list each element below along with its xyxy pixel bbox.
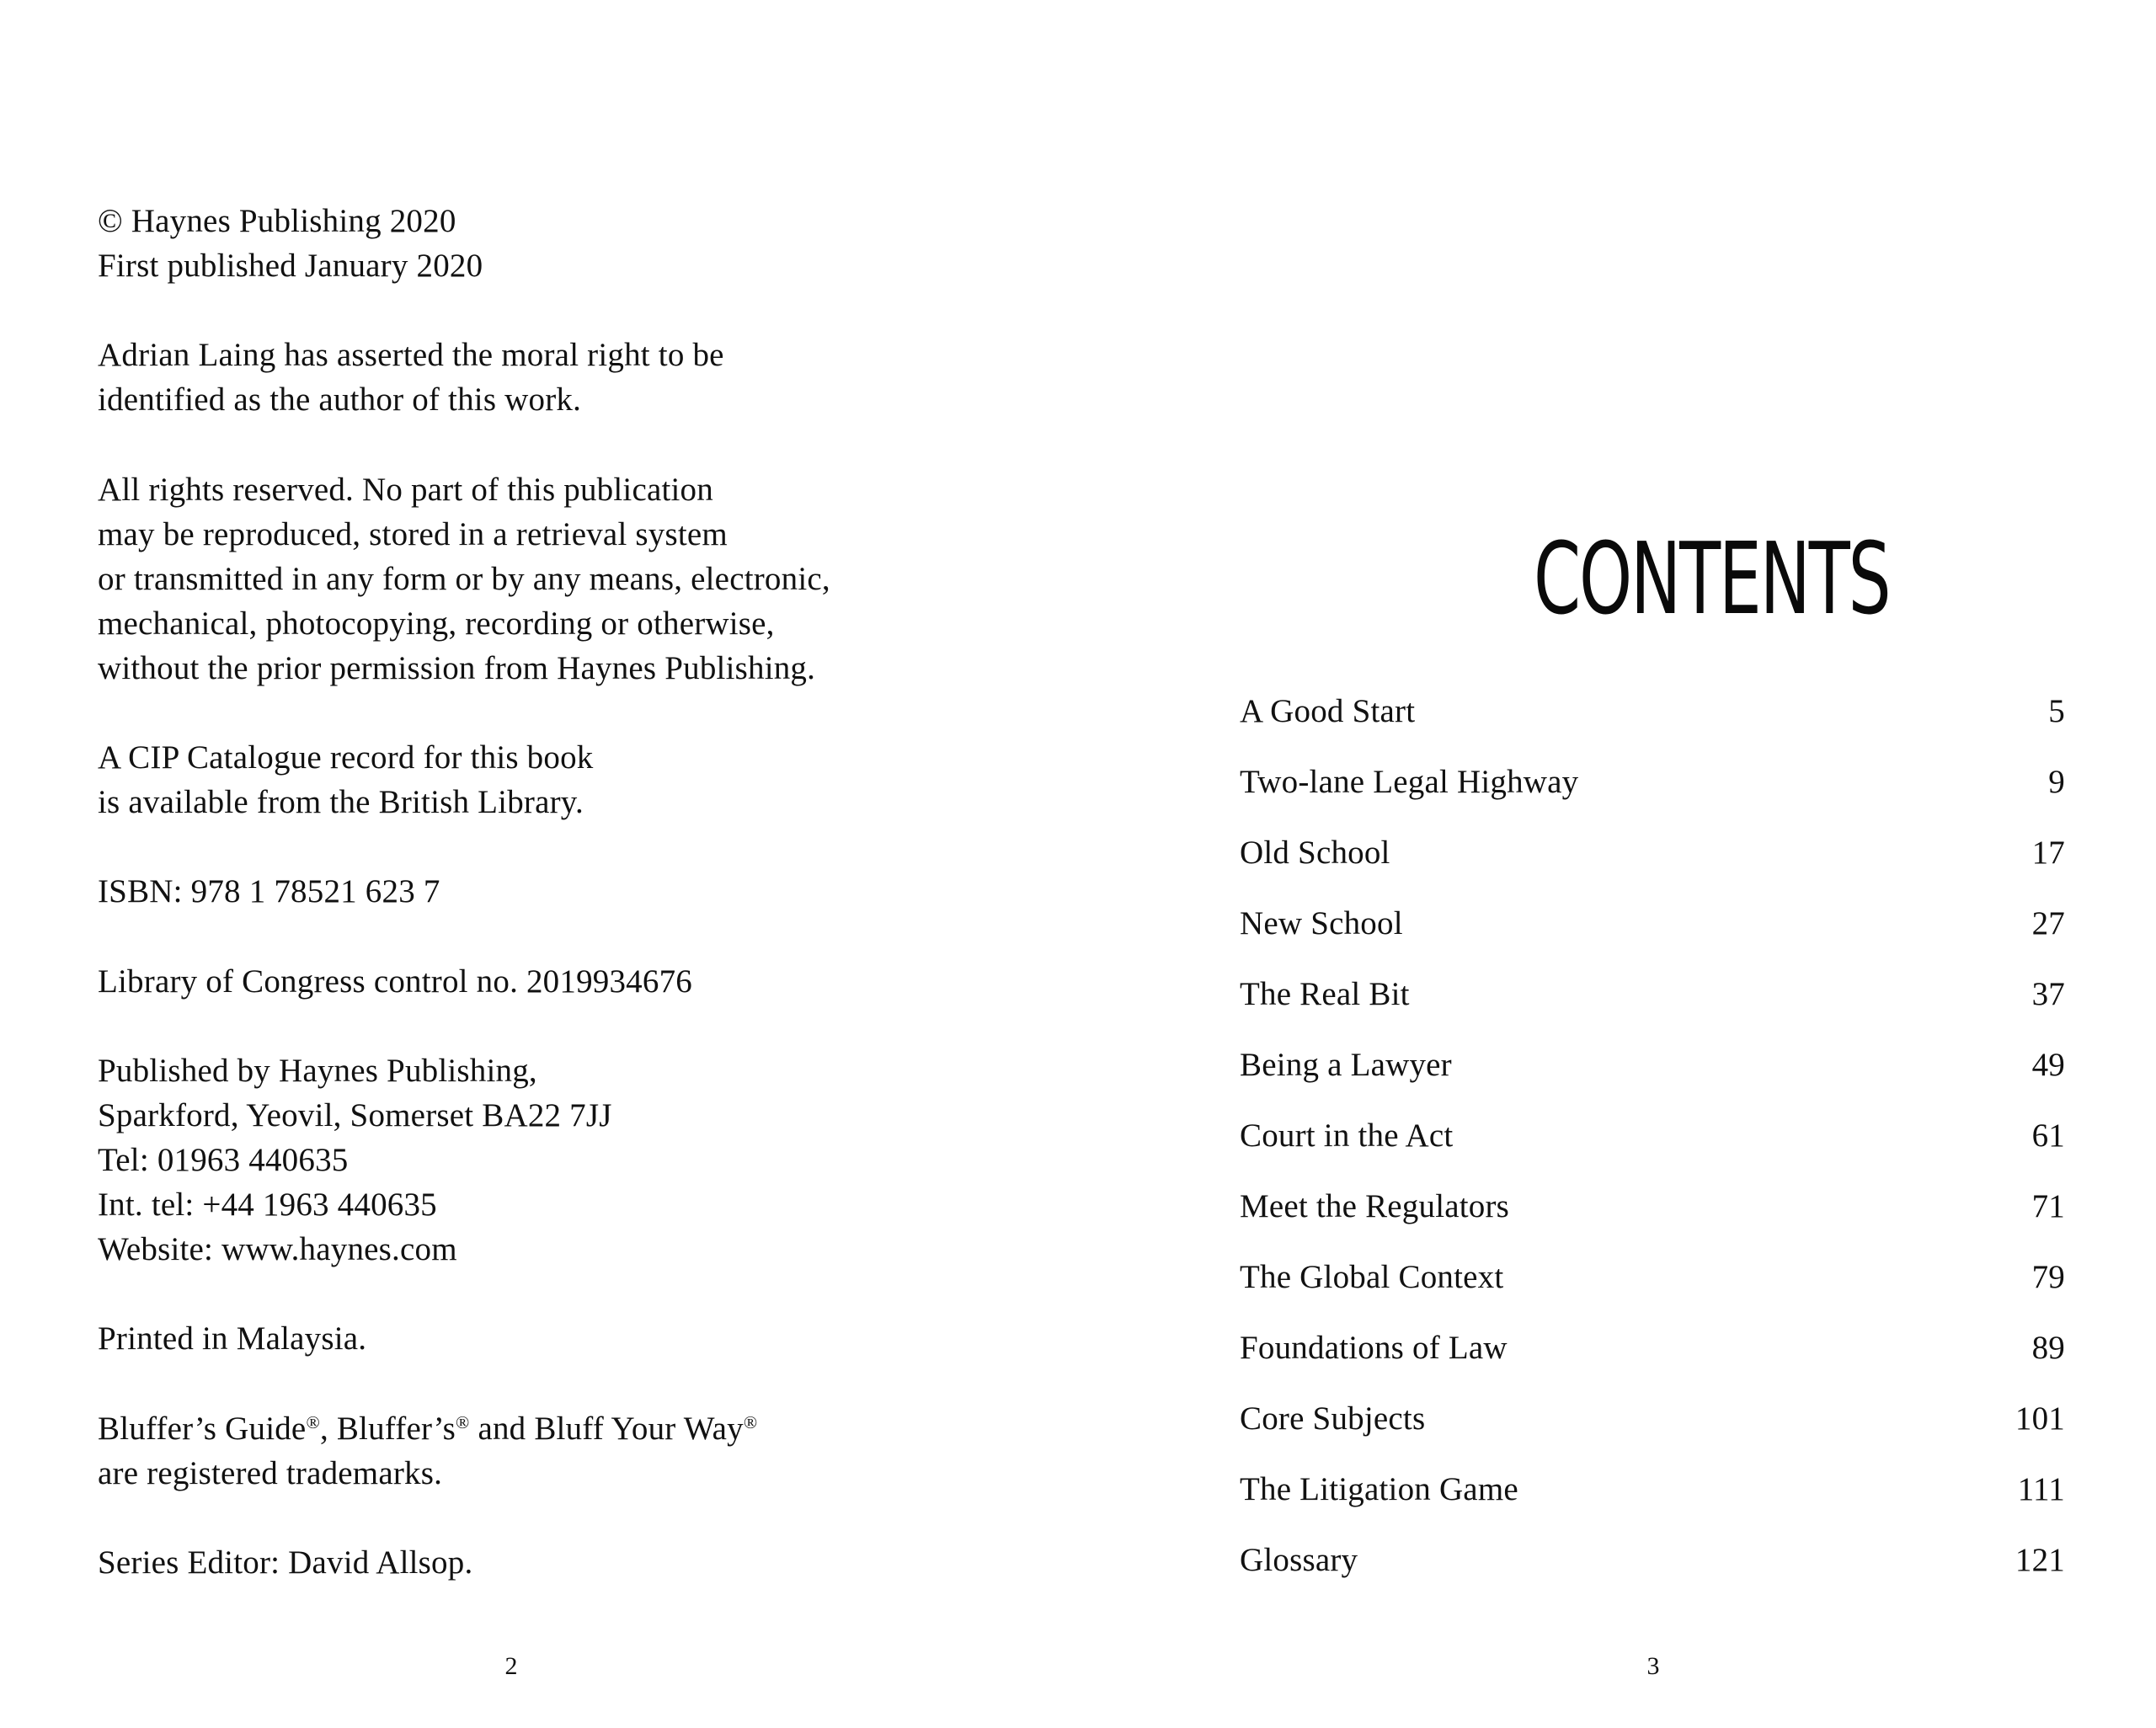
imprint-line: Int. tel: +44 1963 440635	[98, 1187, 437, 1224]
toc-entry-page: 49	[2031, 1047, 2065, 1083]
contents-heading: CONTENTS	[1534, 520, 1890, 637]
table-of-contents	[1240, 686, 2065, 1606]
toc-entry[interactable]	[1240, 1181, 2065, 1252]
registered-mark: ®	[456, 1411, 470, 1432]
imprint-line: Bluffer’s Guide®, Bluffer’s® and Bluff Your Way®	[98, 1410, 758, 1447]
toc-entry[interactable]	[1240, 686, 2065, 757]
trademarks-paragraph	[98, 1406, 1024, 1496]
toc-entry[interactable]	[1240, 1464, 2065, 1535]
toc-entry[interactable]	[1240, 1252, 2065, 1323]
imprint-line: A CIP Catalogue record for this book	[98, 739, 594, 776]
rights-reserved-paragraph	[98, 467, 1024, 691]
isbn-line: ISBN: 978 1 78521 623 7	[98, 873, 440, 910]
imprint-line: Website: www.haynes.com	[98, 1231, 457, 1268]
toc-entry-page: 61	[2031, 1117, 2065, 1154]
toc-entry-title: New School	[1240, 905, 1403, 941]
imprint-line: Tel: 01963 440635	[98, 1141, 349, 1178]
toc-entry[interactable]	[1240, 899, 2065, 969]
cip-paragraph	[98, 735, 1024, 824]
registered-mark: ®	[306, 1411, 320, 1432]
right-page-contents	[1078, 0, 2156, 1728]
imprint-line: Series Editor: David Allsop.	[98, 1544, 473, 1581]
toc-entry[interactable]	[1240, 1394, 2065, 1464]
toc-entry-page: 71	[2031, 1188, 2065, 1224]
toc-entry[interactable]	[1240, 1040, 2065, 1111]
toc-entry-page: 121	[2015, 1542, 2065, 1578]
toc-entry-page: 79	[2031, 1259, 2065, 1295]
page-number-right: 3	[1646, 1652, 1660, 1680]
toc-entry[interactable]	[1240, 1323, 2065, 1394]
toc-entry-page: 111	[2017, 1471, 2065, 1507]
imprint-line: is available from the British Library.	[98, 784, 584, 821]
toc-entry-title: Glossary	[1240, 1542, 1358, 1578]
toc-entry-page: 27	[2031, 905, 2065, 941]
imprint-line: or transmitted in any form or by any means, electronic,	[98, 560, 830, 597]
page-number-left: 2	[504, 1652, 518, 1680]
toc-entry-page: 17	[2031, 835, 2065, 871]
moral-rights-paragraph	[98, 333, 1024, 422]
toc-entry-page: 89	[2031, 1330, 2065, 1366]
imprint-line: may be reproduced, stored in a retrieval system	[98, 515, 728, 552]
toc-entry-title: Being a Lawyer	[1240, 1047, 1452, 1083]
toc-entry-page: 5	[2048, 693, 2065, 729]
imprint-line: First published January 2020	[98, 248, 483, 285]
toc-entry[interactable]	[1240, 828, 2065, 899]
toc-entry-title: The Global Context	[1240, 1259, 1504, 1295]
imprint-line: mechanical, photocopying, recording or otherwise,	[98, 605, 775, 642]
toc-entry-title: Old School	[1240, 835, 1390, 871]
copyright-paragraph	[98, 199, 1024, 288]
imprint-line: Adrian Laing has asserted the moral right to be	[98, 337, 724, 374]
toc-entry-title: A Good Start	[1240, 693, 1416, 729]
loc-line: Library of Congress control no. 2019934676	[98, 963, 692, 1000]
imprint-line: identified as the author of this work.	[98, 381, 582, 419]
imprint-line: without the prior permission from Haynes Publishing.	[98, 649, 816, 686]
toc-entry-title: The Real Bit	[1240, 976, 1410, 1012]
toc-entry[interactable]	[1240, 757, 2065, 828]
copyright-imprint	[98, 199, 1024, 1629]
toc-entry-title: The Litigation Game	[1240, 1471, 1518, 1507]
imprint-line: All rights reserved. No part of this publication	[98, 471, 713, 508]
toc-entry-title: Court in the Act	[1240, 1117, 1454, 1154]
toc-entry-page: 37	[2031, 976, 2065, 1012]
toc-entry-page: 9	[2048, 764, 2065, 800]
series-editor-paragraph	[98, 1540, 1024, 1585]
toc-entry-title: Foundations of Law	[1240, 1330, 1508, 1366]
toc-entry-title: Meet the Regulators	[1240, 1188, 1510, 1224]
imprint-line: Printed in Malaysia.	[98, 1320, 367, 1357]
registered-mark: ®	[743, 1411, 758, 1432]
toc-entry[interactable]	[1240, 1535, 2065, 1606]
toc-entry-title: Two-lane Legal Highway	[1240, 764, 1579, 800]
imprint-line: are registered trademarks.	[98, 1454, 443, 1491]
imprint-line: Sparkford, Yeovil, Somerset BA22 7JJ	[98, 1096, 612, 1133]
isbn-paragraph	[98, 869, 1024, 914]
toc-entry[interactable]	[1240, 969, 2065, 1040]
toc-entry-title: Core Subjects	[1240, 1400, 1426, 1437]
toc-entry[interactable]	[1240, 1111, 2065, 1181]
imprint-line: © Haynes Publishing 2020	[98, 203, 456, 239]
loc-paragraph	[98, 959, 1024, 1004]
printed-paragraph	[98, 1316, 1024, 1361]
publisher-paragraph	[98, 1048, 1024, 1272]
imprint-line: Published by Haynes Publishing,	[98, 1052, 537, 1089]
toc-entry-page: 101	[2015, 1400, 2065, 1437]
